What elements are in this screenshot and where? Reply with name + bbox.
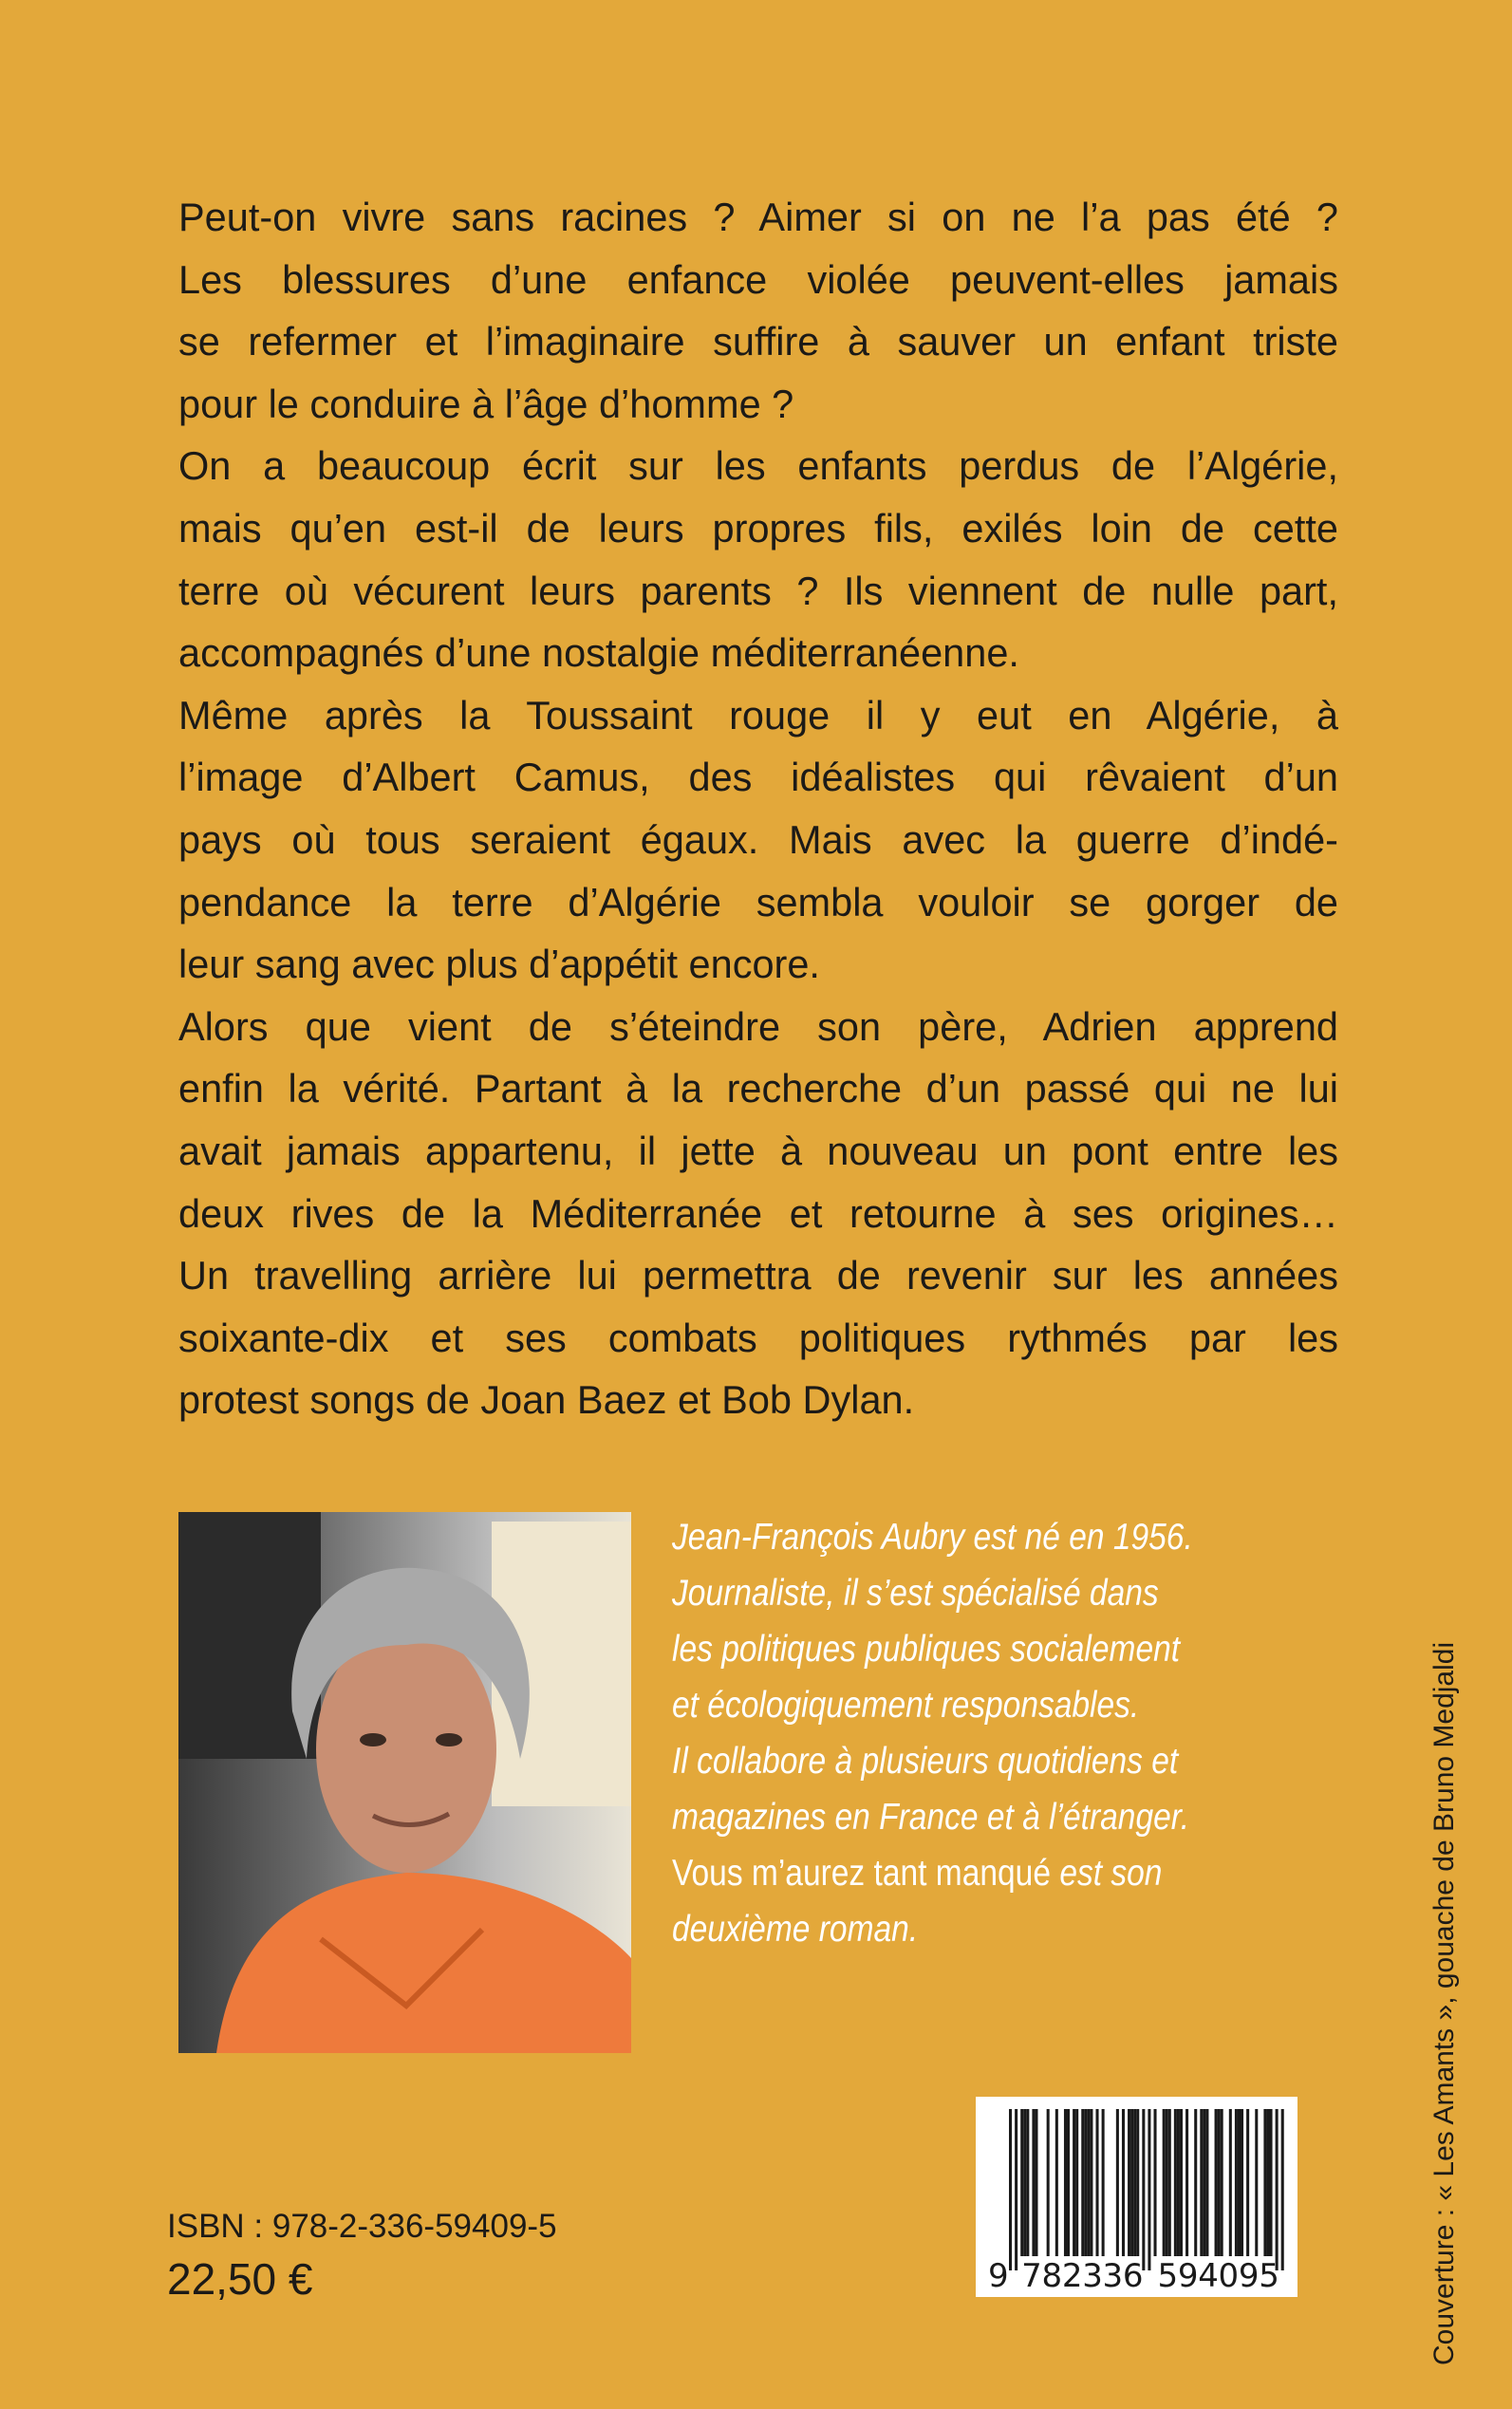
blurb-line: l’image d’Albert Camus, des idéalistes qui rêvaient d’un (178, 755, 1338, 800)
barcode-digit: 4 (1198, 2257, 1219, 2295)
barcode-bar (1128, 2109, 1130, 2256)
bio-line: et écologiquement responsables. (672, 1685, 1140, 1726)
blurb-line: deux rives de la Méditerranée et retourne à ses origines… (178, 1190, 1338, 1236)
barcode-bar (1200, 2109, 1203, 2256)
price-label: 22,50 € (167, 2254, 313, 2304)
barcode-bar (1203, 2109, 1205, 2256)
blurb-line: Même après la Toussaint rouge il y eut en Algérie, à (178, 692, 1338, 738)
blurb-line: mais qu’en est-il de leurs propres fils, exilés loin de cette (178, 505, 1338, 551)
barcode-bar (1166, 2109, 1168, 2256)
barcode-bar (1154, 2109, 1157, 2256)
barcode-bar (1218, 2109, 1221, 2256)
blurb-line: Un travelling arrière lui permettra de revenir sur les années (178, 1253, 1338, 1298)
back-cover-blurb (178, 186, 1338, 1431)
bio-line: Journaliste, il s’est spécialisé dans (672, 1573, 1159, 1614)
barcode-bar (1174, 2109, 1177, 2256)
barcode-bar (1163, 2109, 1166, 2256)
barcode-bar (1221, 2109, 1223, 2256)
cover-credit: Couverture : « Les Amants », gouache de Bruno Medjaldi (1428, 1641, 1460, 2365)
barcode-bar (1090, 2109, 1092, 2256)
blurb-line: accompagnés d’une nostalgie méditerranéenne. (178, 630, 1019, 676)
barcode-digit: 9 (988, 2257, 1009, 2295)
barcode-bar (1026, 2109, 1029, 2256)
bio-text: est son (1050, 1853, 1163, 1894)
blurb-line: protest songs de Joan Baez et Bob Dylan. (178, 1377, 915, 1423)
barcode-digit: 9 (1238, 2257, 1260, 2295)
barcode-bar (1194, 2109, 1197, 2256)
barcode-bar (1055, 2109, 1058, 2256)
barcode (976, 2097, 1297, 2297)
barcode-bar (1064, 2109, 1067, 2256)
blurb-line: pour le conduire à l’âge d’homme ? (178, 381, 794, 426)
barcode-bar (1023, 2109, 1026, 2256)
barcode-bar (1263, 2109, 1266, 2256)
barcode-bar (1276, 2109, 1279, 2270)
barcode-bar (1241, 2109, 1243, 2256)
barcode-bar (1009, 2109, 1012, 2270)
author-bio (672, 1509, 1325, 1957)
barcode-bar (1229, 2109, 1232, 2256)
book-title: Vous m’aurez tant manqué (672, 1853, 1051, 1894)
barcode-bar (1047, 2109, 1050, 2256)
bio-line: deuxième roman. (672, 1909, 919, 1950)
barcode-bar (1102, 2109, 1105, 2256)
bio-line (672, 1845, 1325, 1901)
barcode-digit: 0 (1218, 2257, 1240, 2295)
barcode-bar (1235, 2109, 1238, 2256)
barcode-bar (1084, 2109, 1087, 2256)
bio-line: magazines en France et à l’étranger. (672, 1797, 1190, 1838)
barcode-bar (1087, 2109, 1090, 2256)
bio-line: Jean-François Aubry est né en 1956. (672, 1517, 1193, 1558)
blurb-line: leur sang avec plus d’appétit encore. (178, 942, 820, 987)
barcode-bar (1122, 2109, 1125, 2256)
blurb-line: Alors que vient de s’éteindre son père, Adrien apprend (178, 1003, 1338, 1049)
barcode-digit: 8 (1041, 2257, 1063, 2295)
barcode-bar (1130, 2109, 1133, 2256)
barcode-bar (1136, 2109, 1139, 2256)
barcode-bar (1255, 2109, 1258, 2256)
barcode-bars (976, 2097, 1297, 2297)
barcode-digit: 5 (1157, 2257, 1179, 2295)
barcode-digit: 6 (1122, 2257, 1144, 2295)
blurb-line: terre où vécurent leurs parents ? Ils viennent de nulle part, (178, 568, 1338, 613)
isbn-label: ISBN : 978-2-336-59409-5 (167, 2208, 557, 2245)
barcode-bar (1096, 2109, 1099, 2256)
barcode-bar (1177, 2109, 1180, 2256)
barcode-bar (1075, 2109, 1078, 2256)
blurb-line: pendance la terre d’Algérie sembla vouloir se gorger de (178, 879, 1338, 924)
barcode-bar (1032, 2109, 1035, 2256)
barcode-bar (1073, 2109, 1075, 2256)
blurb-line: On a beaucoup écrit sur les enfants perdus de l’Algérie, (178, 443, 1338, 489)
barcode-digit: 3 (1082, 2257, 1103, 2295)
blurb-line: avait jamais appartenu, il jette à nouveau un pont entre les (178, 1128, 1338, 1173)
author-photo (178, 1512, 631, 2053)
author-portrait-illustration (178, 1512, 631, 2053)
barcode-bar (1270, 2109, 1273, 2256)
barcode-digit: 9 (1177, 2257, 1199, 2295)
barcode-bar (1281, 2109, 1284, 2270)
barcode-bar (1015, 2109, 1017, 2270)
blurb-line: enfin la vérité. Partant à la recherche d’un passé qui ne lui (178, 1066, 1338, 1111)
blurb-line: pays où tous seraient égaux. Mais avec la guerre d’indé- (178, 816, 1338, 862)
barcode-digit: 3 (1102, 2257, 1124, 2295)
barcode-bar (1148, 2109, 1150, 2270)
bio-line: Il collabore à plusieurs quotidiens et (672, 1741, 1179, 1782)
barcode-bar (1205, 2109, 1208, 2256)
bio-line: les politiques publiques socialement (672, 1629, 1181, 1670)
barcode-bar (1180, 2109, 1183, 2256)
barcode-bar (1266, 2109, 1269, 2256)
blurb-line: Les blessures d’une enfance violée peuvent-elles jamais (178, 256, 1338, 302)
barcode-bar (1020, 2109, 1023, 2256)
barcode-bar (1168, 2109, 1171, 2256)
barcode-bar (1215, 2109, 1218, 2256)
blurb-line: Peut-on vivre sans racines ? Aimer si on ne l’a pas été ? (178, 195, 1338, 239)
barcode-digit: 5 (1259, 2257, 1279, 2295)
barcode-bar (1185, 2109, 1188, 2256)
barcode-bar (1067, 2109, 1070, 2256)
barcode-digit: 2 (1061, 2257, 1083, 2295)
barcode-bar (1133, 2109, 1136, 2256)
barcode-bar (1238, 2109, 1241, 2256)
blurb-line: soixante-dix et ses combats politiques rythmés par les (178, 1315, 1338, 1360)
barcode-bar (1035, 2109, 1037, 2256)
barcode-bar (1081, 2109, 1084, 2256)
barcode-bar (1246, 2109, 1249, 2256)
barcode-bar (1142, 2109, 1145, 2270)
barcode-bar (1116, 2109, 1119, 2256)
blurb-line: se refermer et l’imaginaire suffire à sauver un enfant triste (178, 319, 1338, 364)
barcode-digit: 7 (1021, 2257, 1042, 2295)
